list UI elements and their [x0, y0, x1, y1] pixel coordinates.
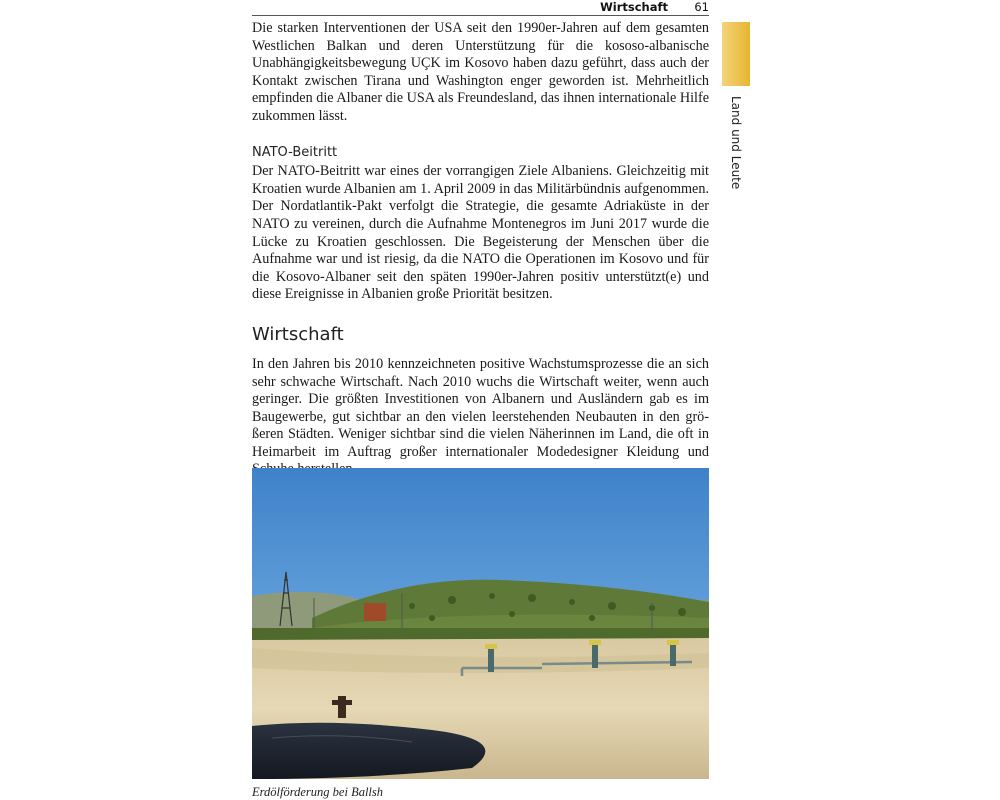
- nato-heading: NATO-Beitritt: [252, 144, 338, 160]
- economy-paragraph: In den Jahren bis 2010 kennzeichneten positive Wachstumsprozesse die an sich sehr schwache Wirtschaft. Nach 2010 wuchs die Wirtschaft weiter, wenn auch geringer. Die größten Investitionen von Albanern und Ausländern gab es im Baugewerbe, gut sichtbar an den vielen leerstehenden Neubauten in den größeren Städten. Weniger sichtbar sind die vielen Näherinnen im Land, die oft in Heimarbeit im Auftrag großer internationaler Modedesigner Kleidung und: [252, 355, 709, 460]
- chapter-thumb-tab: [722, 22, 750, 86]
- page-number: 61: [694, 0, 709, 14]
- running-head-section: Wirtschaft: [600, 0, 668, 14]
- section-heading: Wirtschaft: [252, 323, 344, 345]
- chapter-side-label: Land und Leute: [729, 96, 743, 190]
- page-content: [252, 20, 709, 479]
- intro-paragraph: Die starken Interventionen der USA seit den 1990er-Jahren auf dem gesamten Westlichen Balkan und deren Unterstützung für die kososo-albanische Unabhängigkeitsbewegung UÇK im Kosovo haben dazu geführt, dass auch der Kontakt zwischen Tirana und Washington enger geworden ist. Mehrheitlich empfinden die Albaner die USA als Freundesland, das ihnen internationale Hilfe zukommen lässt.: [252, 20, 709, 124]
- oilfield-photo: [252, 468, 709, 779]
- nato-paragraph: Der NATO-Beitritt war eines der vorrangigen Ziele Albaniens. Gleichzeitig mit Kroatien wurde Albanien am 1. April 2009 in das Militärbündnis aufgenommen. Der Nordatlantik-Pakt verfolgt die Strategie, die gesamte Adriaküste in der NATO zu vereinen, durch die Aufnahme Montenegros im Juni 2017 wurde die Lücke zu Kroatien geschlossen. Die Begeisterung der Menschen über die Aufnahme war und ist riesig, da die NATO die Operationen im Kosovo und für die Kosovo-Albaner seit den späten 1990er-Jahren positiv unterstützt(e) und diese Ereignisse in Albanien große Priorität besitzen.: [252, 163, 709, 303]
- oilfield-photo-illustration: [252, 468, 709, 779]
- running-head: [252, 0, 709, 16]
- photo-caption: Erdölförderung bei Ballsh: [252, 785, 384, 799]
